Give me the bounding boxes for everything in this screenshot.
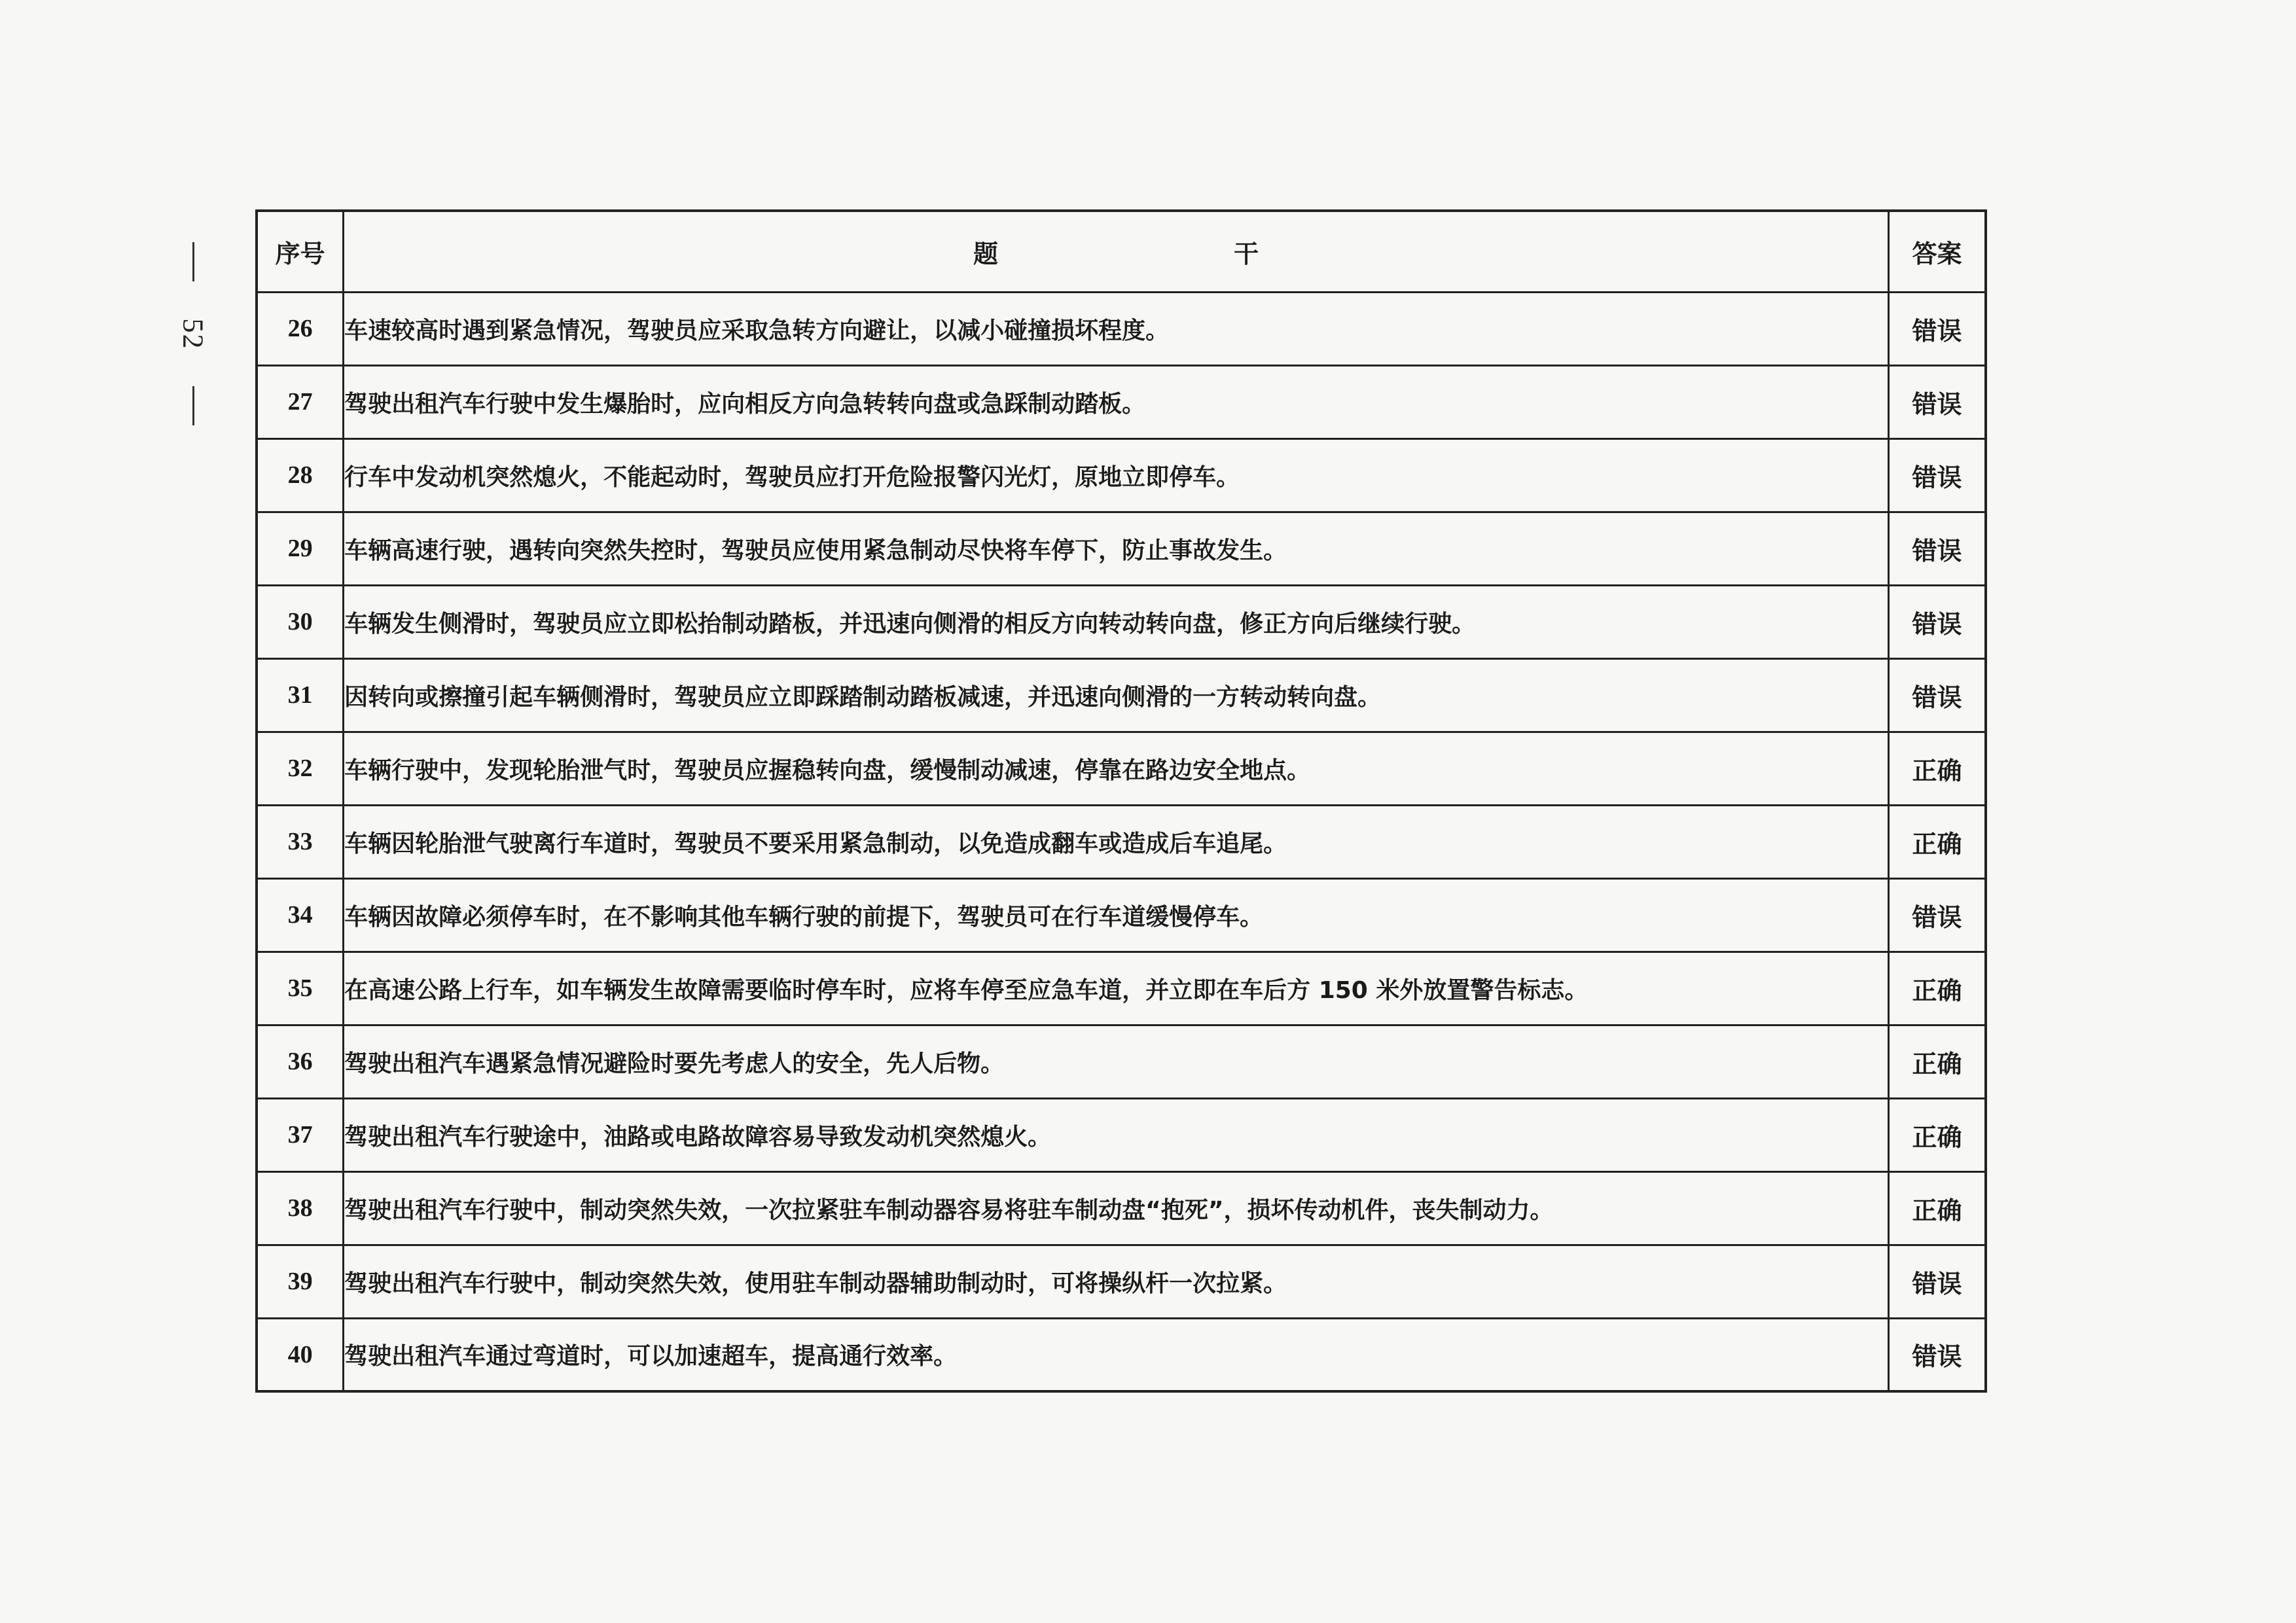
row-answer: 正确 — [1888, 732, 1986, 805]
row-number: 29 — [257, 512, 344, 585]
page-number-dash-top — [192, 242, 194, 281]
table-row — [257, 1318, 1986, 1391]
row-question-stem: 驾驶出租汽车遇紧急情况避险时要先考虑人的安全，先人后物。 — [344, 1025, 1889, 1098]
row-answer: 正确 — [1888, 1025, 1986, 1098]
table-row — [257, 585, 1986, 658]
header-stem-char-2: 干 — [1234, 239, 1259, 268]
row-answer: 正确 — [1888, 805, 1986, 878]
row-number: 30 — [257, 585, 344, 658]
row-question-stem: 车辆高速行驶，遇转向突然失控时，驾驶员应使用紧急制动尽快将车停下，防止事故发生。 — [344, 512, 1889, 585]
row-answer: 错误 — [1888, 512, 1986, 585]
table-row — [257, 365, 1986, 438]
row-number: 36 — [257, 1025, 344, 1098]
table-row — [257, 805, 1986, 878]
page-number — [170, 242, 216, 425]
row-answer: 正确 — [1888, 1171, 1986, 1245]
row-question-stem: 在高速公路上行车，如车辆发生故障需要临时停车时，应将车停至应急车道，并立即在车后方 150 米外放置警告标志。 — [344, 952, 1889, 1025]
table-row — [257, 732, 1986, 805]
row-number: 34 — [257, 878, 344, 952]
row-number: 33 — [257, 805, 344, 878]
row-answer: 错误 — [1888, 658, 1986, 732]
row-number: 38 — [257, 1171, 344, 1245]
table-row — [257, 878, 1986, 952]
row-question-stem: 车辆发生侧滑时，驾驶员应立即松抬制动踏板，并迅速向侧滑的相反方向转动转向盘，修正方向后继续行驶。 — [344, 585, 1889, 658]
row-number: 26 — [257, 292, 344, 365]
row-answer: 错误 — [1888, 292, 1986, 365]
header-answer: 答案 — [1888, 211, 1986, 292]
row-question-stem: 驾驶出租汽车行驶中发生爆胎时，应向相反方向急转转向盘或急踩制动踏板。 — [344, 365, 1889, 438]
row-number: 35 — [257, 952, 344, 1025]
row-number: 28 — [257, 438, 344, 512]
row-question-stem: 行车中发动机突然熄火，不能起动时，驾驶员应打开危险报警闪光灯，原地立即停车。 — [344, 438, 1889, 512]
row-question-stem: 驾驶出租汽车通过弯道时，可以加速超车，提高通行效率。 — [344, 1318, 1889, 1391]
row-answer: 错误 — [1888, 1245, 1986, 1318]
row-answer: 正确 — [1888, 1098, 1986, 1171]
row-question-stem: 驾驶出租汽车行驶途中，油路或电路故障容易导致发动机突然熄火。 — [344, 1098, 1889, 1171]
table-row — [257, 1171, 1986, 1245]
table-row — [257, 512, 1986, 585]
row-number: 31 — [257, 658, 344, 732]
table-row — [257, 952, 1986, 1025]
row-answer: 错误 — [1888, 365, 1986, 438]
row-question-stem: 驾驶出租汽车行驶中，制动突然失效，使用驻车制动器辅助制动时，可将操纵杆一次拉紧。 — [344, 1245, 1889, 1318]
table-row — [257, 1025, 1986, 1098]
row-number: 27 — [257, 365, 344, 438]
row-number: 40 — [257, 1318, 344, 1391]
header-num: 序号 — [257, 211, 344, 292]
row-question-stem: 车辆因故障必须停车时，在不影响其他车辆行驶的前提下，驾驶员可在行车道缓慢停车。 — [344, 878, 1889, 952]
header-stem — [344, 211, 1889, 292]
row-number: 39 — [257, 1245, 344, 1318]
table-body — [257, 292, 1986, 1391]
page-number-dash-bottom — [192, 386, 194, 425]
table-row — [257, 658, 1986, 732]
row-answer: 正确 — [1888, 952, 1986, 1025]
table-row — [257, 438, 1986, 512]
table-row — [257, 292, 1986, 365]
row-question-stem: 因转向或擦撞引起车辆侧滑时，驾驶员应立即踩踏制动踏板减速，并迅速向侧滑的一方转动转向盘。 — [344, 658, 1889, 732]
row-answer: 错误 — [1888, 438, 1986, 512]
row-number: 32 — [257, 732, 344, 805]
header-stem-char-1: 题 — [973, 239, 999, 268]
row-question-stem: 车辆因轮胎泄气驶离行车道时，驾驶员不要采用紧急制动，以免造成翻车或造成后车追尾。 — [344, 805, 1889, 878]
table-row — [257, 1098, 1986, 1171]
question-table — [255, 209, 1987, 1393]
row-answer: 错误 — [1888, 1318, 1986, 1391]
table-row — [257, 1245, 1986, 1318]
row-question-stem: 驾驶出租汽车行驶中，制动突然失效，一次拉紧驻车制动器容易将驻车制动盘“抱死”，损坏传动机件，丧失制动力。 — [344, 1171, 1889, 1245]
row-question-stem: 车速较高时遇到紧急情况，驾驶员应采取急转方向避让，以减小碰撞损坏程度。 — [344, 292, 1889, 365]
page-number-text: 52 — [177, 318, 209, 349]
table-header-row — [257, 211, 1986, 292]
row-answer: 错误 — [1888, 585, 1986, 658]
row-number: 37 — [257, 1098, 344, 1171]
row-answer: 错误 — [1888, 878, 1986, 952]
row-question-stem: 车辆行驶中，发现轮胎泄气时，驾驶员应握稳转向盘，缓慢制动减速，停靠在路边安全地点。 — [344, 732, 1889, 805]
